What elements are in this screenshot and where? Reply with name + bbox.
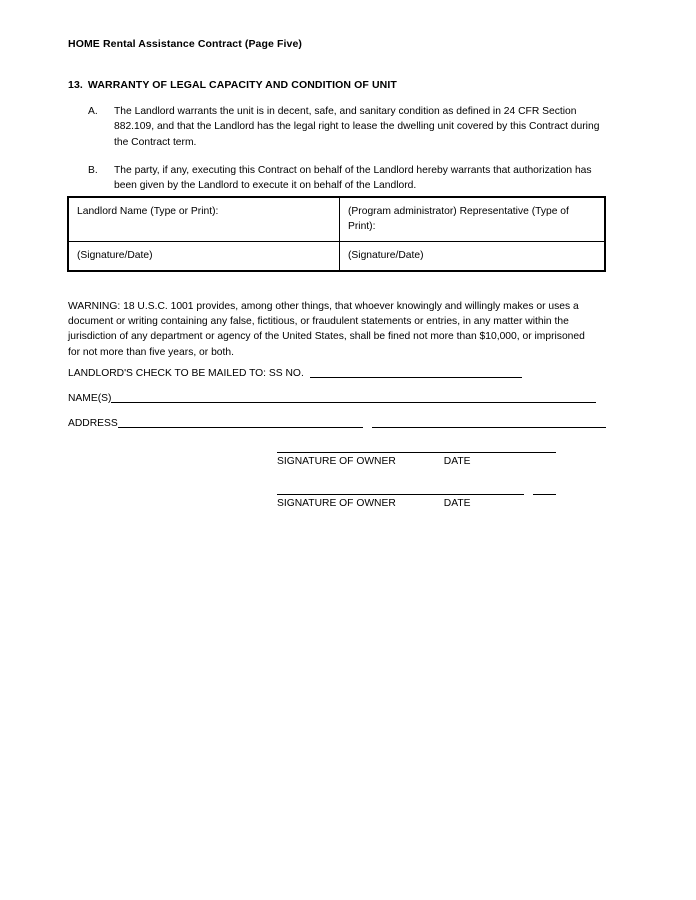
owner-signature-block bbox=[277, 452, 556, 467]
section-title: WARRANTY OF LEGAL CAPACITY AND CONDITION OF UNIT bbox=[87, 79, 397, 91]
address-input-line-1[interactable] bbox=[118, 416, 363, 428]
clause-letter: A. bbox=[88, 106, 98, 117]
clause-list bbox=[88, 104, 600, 193]
names-input-line[interactable] bbox=[111, 391, 596, 403]
signature-of-owner-label: SIGNATURE OF OWNER bbox=[277, 456, 396, 467]
date-label: DATE bbox=[443, 498, 471, 509]
check-mailed-to-row bbox=[68, 366, 568, 391]
date-label: DATE bbox=[443, 456, 471, 467]
running-header: HOME Rental Assistance Contract (Page Five) bbox=[68, 38, 303, 50]
check-mailed-to-label: LANDLORD'S CHECK TO BE MAILED TO: SS NO. bbox=[68, 368, 304, 379]
names-label: NAME(S) bbox=[68, 393, 112, 404]
clause-text: The Landlord warrants the unit is in decent, safe, and sanitary condition as defined in 24 CFR Section 882.109, and that the Landlord has the legal right to lease the dwelling unit covered by this Contract during the Contract term. bbox=[114, 106, 600, 148]
representative-name-cell[interactable]: (Program administrator) Representative (Type of Print): bbox=[348, 206, 569, 232]
address-input-line-2[interactable] bbox=[372, 416, 606, 428]
table-row bbox=[69, 198, 604, 241]
table-row bbox=[69, 241, 604, 270]
owner-signature-line[interactable] bbox=[277, 452, 556, 453]
names-row bbox=[68, 391, 568, 416]
clause-item bbox=[88, 104, 600, 150]
owner-signature-line[interactable] bbox=[277, 494, 524, 495]
signature-of-owner-label: SIGNATURE OF OWNER bbox=[277, 498, 396, 509]
owner-signature-block bbox=[277, 494, 556, 509]
address-row bbox=[68, 416, 568, 441]
ss-no-input-line[interactable] bbox=[310, 366, 522, 378]
landlord-signature-cell[interactable]: (Signature/Date) bbox=[69, 242, 340, 270]
clause-letter: B. bbox=[88, 164, 98, 176]
warning-paragraph: WARNING: 18 U.S.C. 1001 provides, among other things, that whoever knowingly and willingly makes or uses a document or writing containing any false, fictitious, or fraudulent statements or entries, in any matter within the jurisdiction of any department or agency of the United States, shall be fined not more than $10,000, or imprisoned for not more than five years, or both. bbox=[68, 301, 585, 358]
owner-signature-caption bbox=[277, 498, 556, 509]
owner-signature-caption bbox=[277, 456, 556, 467]
address-label: ADDRESS bbox=[68, 418, 118, 429]
section-heading bbox=[68, 79, 397, 91]
fill-in-fields bbox=[68, 366, 568, 441]
owner-signature-line-tail[interactable] bbox=[533, 494, 556, 495]
clause-text: The party, if any, executing this Contract on behalf of the Landlord hereby warrants that authorization has been given by the Landlord to execute it on behalf of the Landlord. bbox=[114, 164, 592, 192]
representative-signature-cell[interactable]: (Signature/Date) bbox=[348, 250, 424, 261]
landlord-name-cell[interactable]: Landlord Name (Type or Print): bbox=[69, 198, 340, 241]
clause-item bbox=[88, 163, 600, 194]
signature-table bbox=[68, 197, 605, 271]
section-number: 13. bbox=[68, 79, 83, 91]
